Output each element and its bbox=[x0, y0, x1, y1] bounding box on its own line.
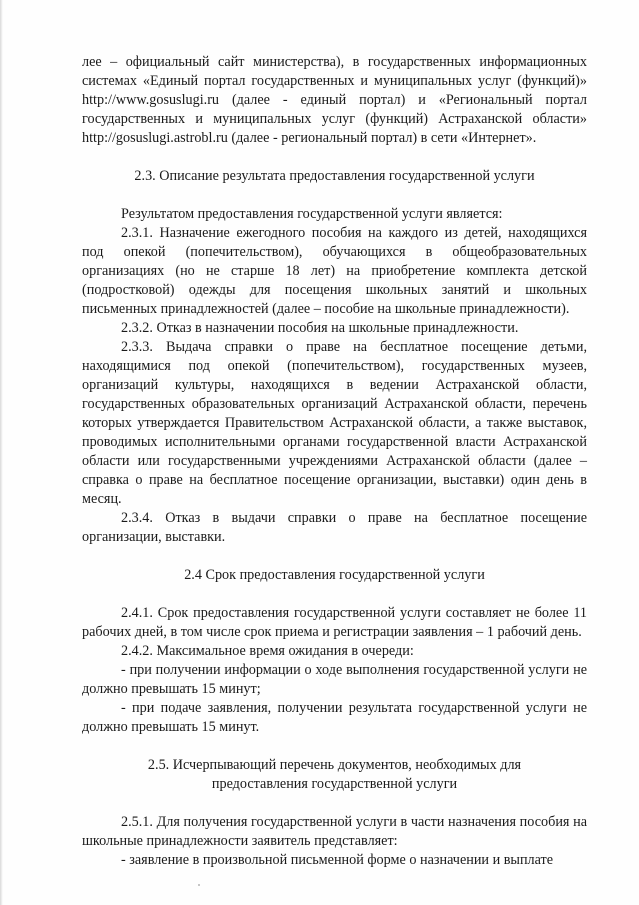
section-2-4-heading: 2.4 Срок предоставления государственной услуги bbox=[184, 567, 485, 583]
section-2-3-heading: 2.3. Описание результата предоставления государственной услуги bbox=[134, 168, 535, 184]
section-2-3-intro: Результатом предоставления государственной услуги является: bbox=[121, 206, 503, 222]
intro-paragraph: лее – официальный сайт министерства), в государственных информационных системах «Единый портал государственных и муниципальных услуг (функций)» http://www.gosuslugi.ru (далее - единый портал) и «Региональный портал государственных и муниципальных услуг (функций) Астраханской области» http://gosuslugi.astrobl.ru (далее - региональный портал) в сети «Интернет». bbox=[82, 54, 587, 146]
scan-edge-shadow bbox=[0, 0, 3, 905]
paragraph-2-3-4: 2.3.4. Отказ в выдачи справки о праве на бесплатное посещение организации, выставки. bbox=[82, 510, 587, 545]
paragraph-2-4-2: 2.4.2. Максимальное время ожидания в очереди: bbox=[121, 643, 414, 659]
paragraph-2-4-1: 2.4.1. Срок предоставления государственной услуги составляет не более 11 рабочих дней, в том числе срок приема и регистрации заявления – 1 рабочий день. bbox=[82, 605, 587, 640]
paragraph-2-5-1: 2.5.1. Для получения государственной услуги в части назначения пособия на школьные принадлежности заявитель представляет: bbox=[82, 814, 587, 849]
paragraph-2-3-3: 2.3.3. Выдача справки о праве на бесплатное посещение детьми, находящимися под опекой (попечительством), государственных музеев, организаций культуры, находящихся в ведении Астраханской области, государственных образовательных организаций Астраханской области, перечень которых утверждается Правительством Астраханской области, а также выставок, проводимых исполнительными органами государственной власти Астраханской области или государственными учреждениями Астраханской области (далее – справка о праве на бесплатное посещение организации, выставки) один день в месяц. bbox=[82, 339, 587, 507]
list-item-2-4-2-1: - при получении информации о ходе выполнения государственной услуги не должно превышать 15 минут; bbox=[82, 662, 587, 697]
scan-speck bbox=[198, 884, 200, 886]
section-2-5-heading-line-2: предоставления государственной услуги bbox=[211, 776, 458, 792]
document-body bbox=[82, 53, 587, 870]
list-item-2-5-1-1: - заявление в произвольной письменной форме о назначении и выплате bbox=[121, 852, 554, 868]
section-2-5-heading-line-1: 2.5. Исчерпывающий перечень документов, необходимых для bbox=[147, 757, 522, 773]
paragraph-2-3-1: 2.3.1. Назначение ежегодного пособия на каждого из детей, находящихся под опекой (попечительством), обучающихся в общеобразовательных организациях (но не старше 18 лет) на приобретение комплекта детской (подростковой) одежды для посещения школьных занятий и школьных письменных принадлежностей (далее – пособие на школьные принадлежности). bbox=[82, 225, 587, 317]
list-item-2-4-2-2: - при подаче заявления, получении результата государственной услуги не должно превышать 15 минут. bbox=[82, 700, 587, 735]
paragraph-2-3-2: 2.3.2. Отказ в назначении пособия на школьные принадлежности. bbox=[121, 320, 519, 336]
section-2-5-heading bbox=[82, 756, 587, 794]
